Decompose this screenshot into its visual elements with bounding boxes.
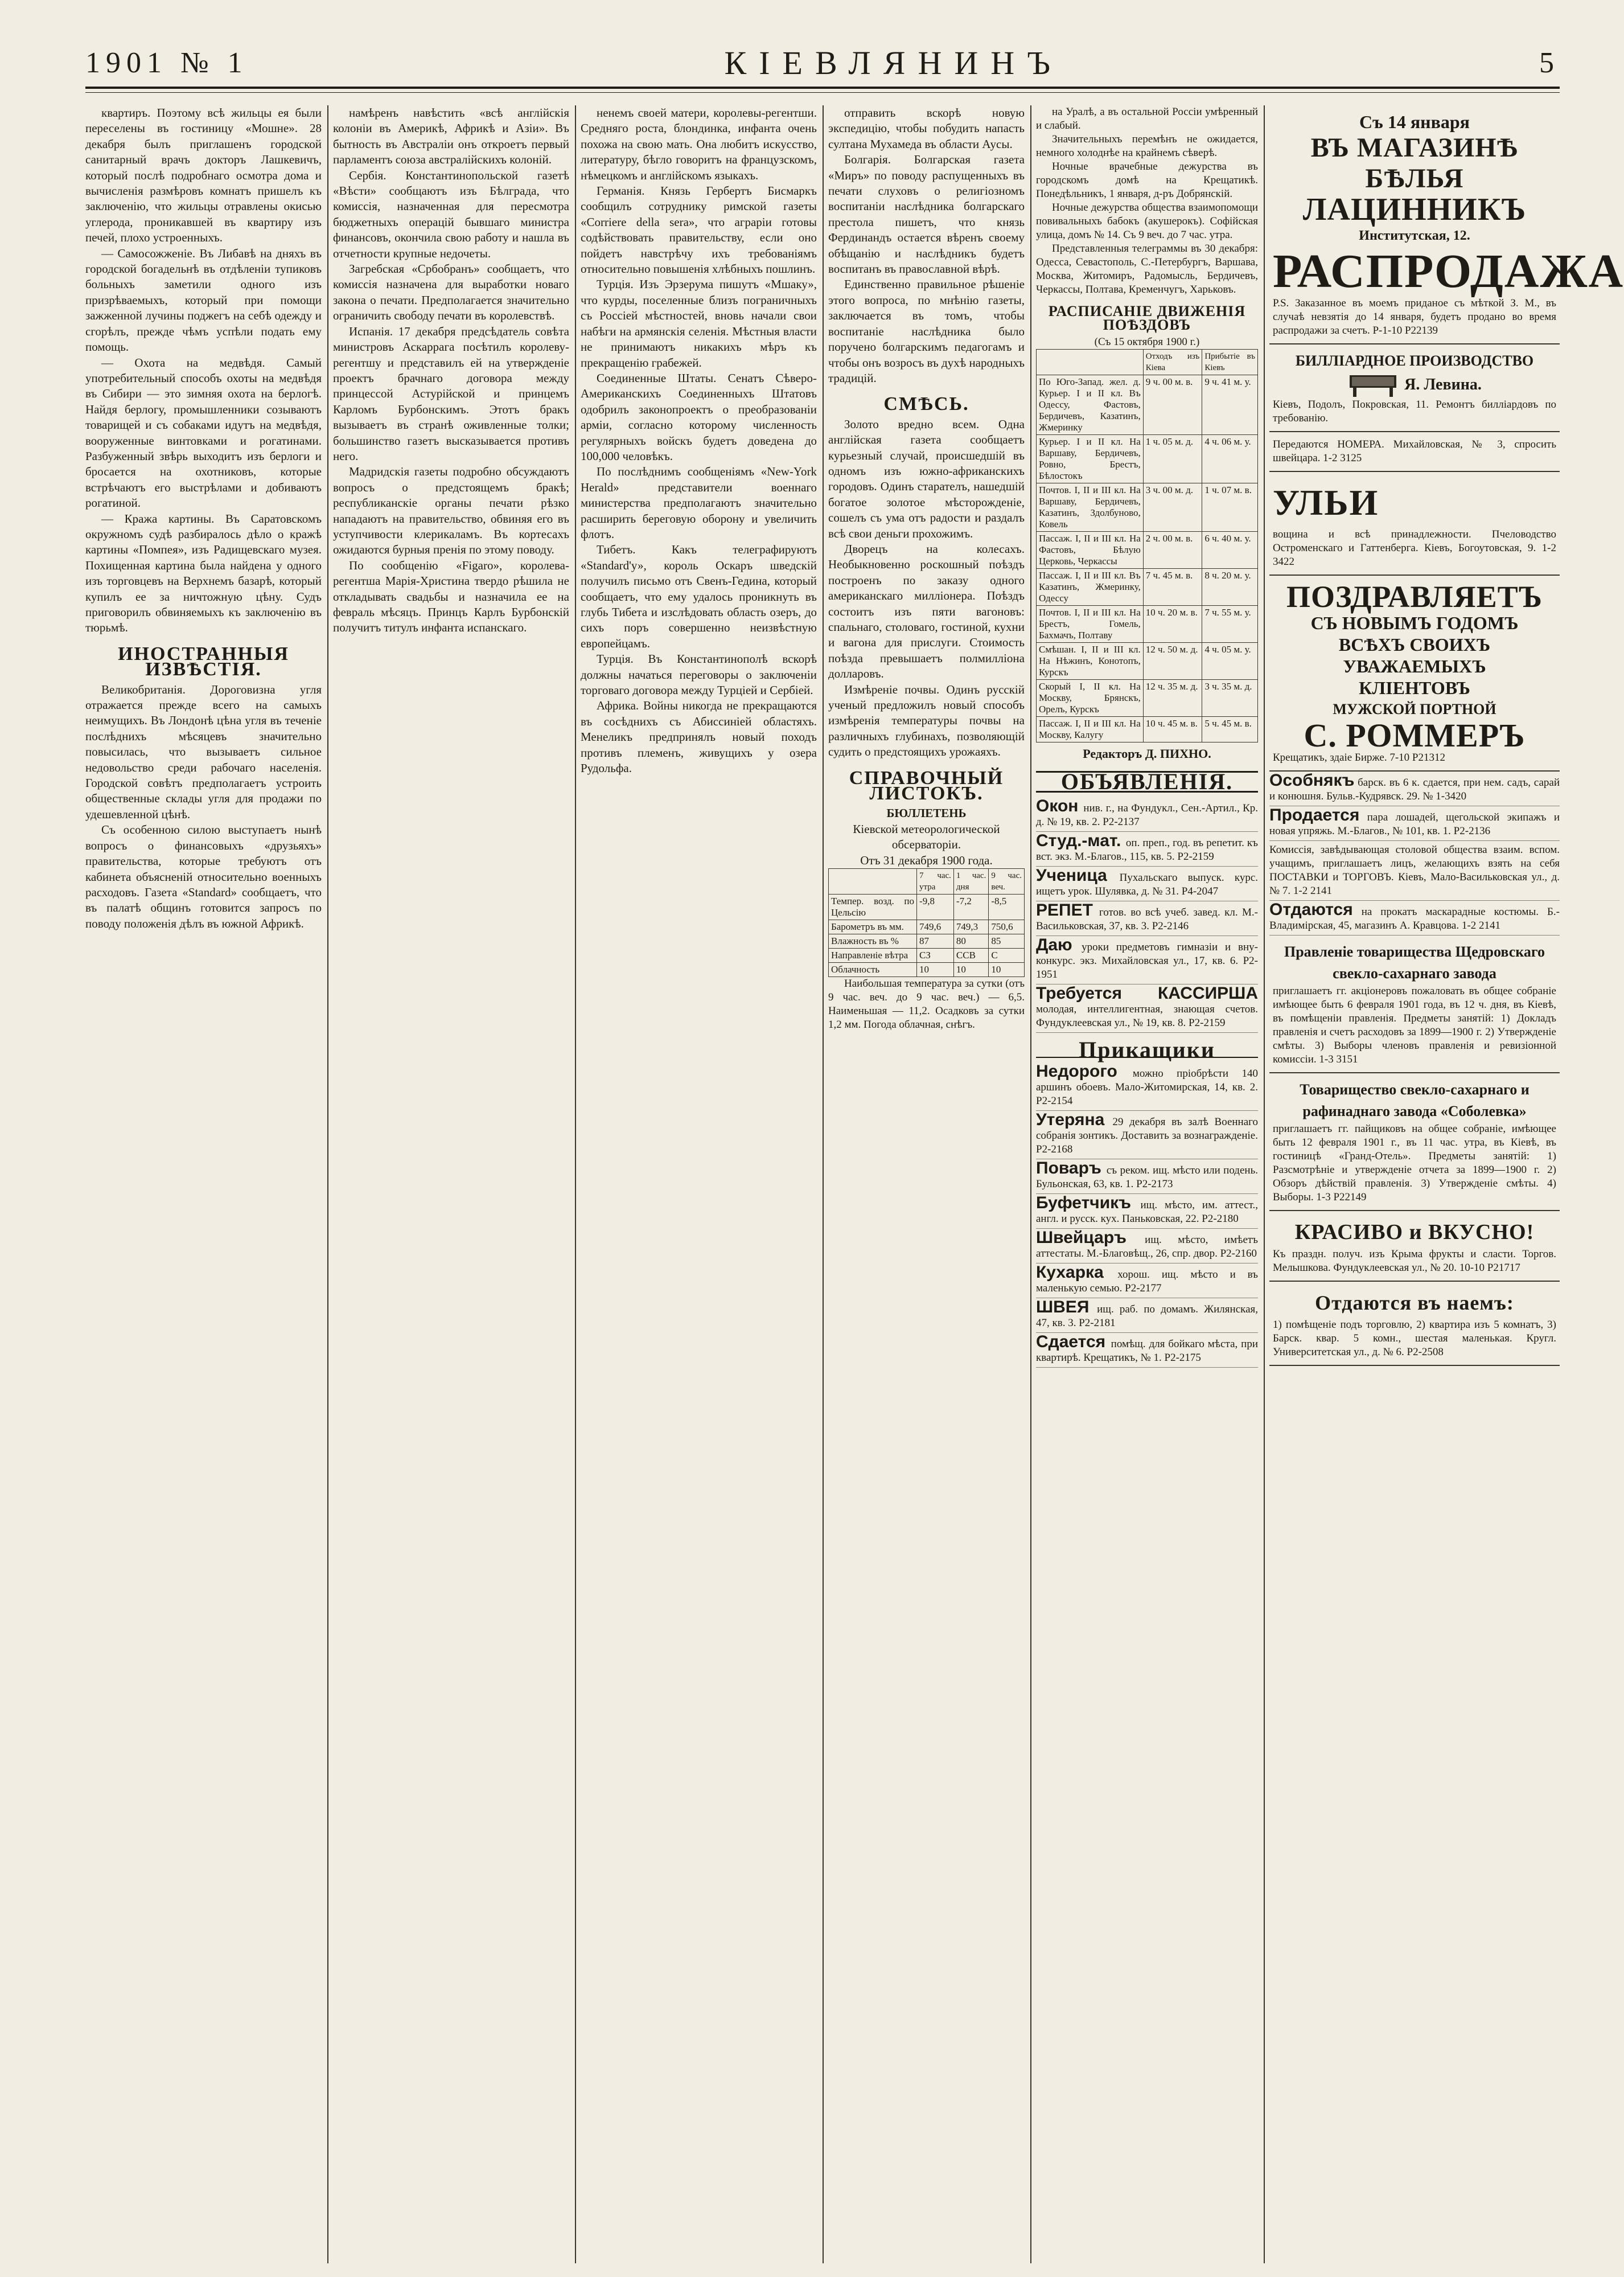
ad-title: ПОЗДРАВЛЯЕТЪ <box>1286 580 1543 614</box>
ad-text: Передаются НОМЕРА. Михайловская, № 3, спросить швейцара. 1-2 3125 <box>1273 438 1556 464</box>
classified-ad-text: молодая, интеллигентная, знающая счетов. Фундуклеевская ул., № 19, кв. 8. Р2-2159 <box>1036 1003 1258 1029</box>
clerks-heading: Прикащики <box>1036 1043 1258 1058</box>
schedule-time: 8 ч. 20 м. у. <box>1202 569 1258 606</box>
article-text: Африка. Войны никогда не прекращаются въ сосѣднихъ съ Абиссиніей областяхъ. Менеликъ предпринялъ новый походъ противъ племенъ, живущихъ у озера Рудольфа. <box>581 699 817 776</box>
column-divider <box>1030 105 1031 2263</box>
schedule-time: 7 ч. 45 м. в. <box>1143 569 1202 606</box>
ad-store-name: ЛАЦИННИКЪ <box>1302 192 1527 227</box>
classified-ad-text: 29 декабря въ залѣ Военнаго собранія зонтикъ. Доставить за вознагражденіе. Р2-2168 <box>1036 1116 1258 1155</box>
classified-ad <box>1036 1062 1258 1111</box>
weather-row <box>829 895 1025 920</box>
newspaper-title: КІЕВЛЯНИНЪ <box>724 44 1063 81</box>
weather-cell: СЗ <box>917 949 954 963</box>
classified-ads <box>1036 797 1258 1033</box>
weather-row <box>829 920 1025 934</box>
bulletin-date: Отъ 31 декабря 1900 года. <box>860 853 993 867</box>
article-text: Испанія. 17 декабря предсѣдатель совѣта министровъ Аскаррага посѣтилъ королеву-регентшу и представилъ ей на утвержденіе проектъ брачнаго договора между принцессой Астурійской и принцемъ Карломъ Бурбонскимъ. Этотъ бракъ вызываетъ въ странѣ оживленные толки; большинство газетъ высказывается противъ него. <box>333 324 569 463</box>
schedule-time: 12 ч. 35 м. д. <box>1143 680 1202 717</box>
classified-ad <box>1036 1263 1258 1298</box>
article-text: Представленныя телеграммы въ 30 декабря: Одесса, Севастополь, С.-Петербургъ, Варшава, Москва, Житомиръ, Радомысль, Бердичевъ, Черкассы, Полтава, Кременчугъ, Харьковъ. <box>1036 243 1258 296</box>
column-divider <box>823 105 824 2263</box>
column-divider <box>327 105 328 2263</box>
classified-ad-heading: Кухарка <box>1036 1263 1118 1282</box>
masthead <box>85 40 1560 85</box>
weather-cell: 80 <box>953 934 988 949</box>
classified-ad-heading: ШВЕЯ <box>1036 1298 1097 1316</box>
weather-cell: Барометръ въ мм. <box>829 920 917 934</box>
classified-ad <box>1036 1111 1258 1159</box>
schedule-row <box>1037 375 1258 435</box>
ad-title: КРАСИВО и ВКУСНО! <box>1294 1220 1535 1244</box>
schedule-route: Почтов. I, II и III кл. На Варшаву, Бердичевъ, Казатинъ, Здолбуново, Ковель <box>1037 483 1144 532</box>
weather-cell: Направленіе вѣтра <box>829 949 917 963</box>
ad-title: УЛЬИ <box>1273 482 1379 523</box>
article-text: Турція. Въ Константинополѣ вскорѣ должны начаться переговоры о заключеніи торговаго договора между Турціей и Сербіей. <box>581 652 817 698</box>
classified-ad <box>1036 936 1258 984</box>
schedule-row <box>1037 643 1258 680</box>
article-text: ненемъ своей матери, королевы-регентши. Средняго роста, блондинка, инфанта очень похожа на свою мать. Она любитъ искусство, литературу, бѣгло говоритъ на французскомъ, нѣмецкомъ и англійскомъ языкахъ. <box>581 106 817 182</box>
classified-ad <box>1036 1229 1258 1263</box>
weather-table-header <box>829 869 1025 895</box>
schedule-header-cell <box>1037 350 1144 375</box>
weather-row <box>829 949 1025 963</box>
ad-tailor-name: С. РОММЕРЪ <box>1304 717 1526 754</box>
schedule-time: 4 ч. 05 м. у. <box>1202 643 1258 680</box>
schedule-time: 1 ч. 07 м. в. <box>1202 483 1258 532</box>
ad-date: Съ 14 января <box>1359 112 1470 132</box>
classified-ad-text: помѣщ. для бойкаго мѣста, при квартирѣ. Крещатикъ, № 1. Р2-2175 <box>1036 1338 1258 1364</box>
schedule-row <box>1037 483 1258 532</box>
classified-ad <box>1036 1298 1258 1333</box>
ad-text: приглашаетъ гг. акціонеровъ пожаловать въ общее собраніе имѣющее быть 6 февраля 1901 года, въ 12 ч. дня, въ Кіевѣ, въ помѣщеніи правленія. Предметы занятій: 1) Докладъ правленія и счетъ расходовъ за 1899—1900 г. 2) Утвержденіе смѣты. 3) Выборы членовъ правленія и ревизіонной комиссіи. 1-3 3151 <box>1273 985 1556 1065</box>
schedule-time: 10 ч. 45 м. в. <box>1143 717 1202 742</box>
weather-cell: 87 <box>917 934 954 949</box>
ad-supplies <box>1269 841 1560 901</box>
article-text: Ночные врачебные дежурства въ городскомъ домѣ на Крещатикѣ. Понедѣльникъ, 1 января, д-ръ Добрянскій. <box>1036 161 1258 200</box>
ad-text: 1) помѣщеніе подъ торговлю, 2) квартира изъ 5 комнатъ, 3) Барск. квар. 5 комн., шестая маленькая. Кругл. Университетская ул., д. № 6. Р2-2508 <box>1273 1319 1556 1358</box>
schedule-route: Пассаж. I, II и III кл. На Москву, Калугу <box>1037 717 1144 742</box>
ad-title: БИЛЛІАРДНОЕ ПРОИЗВОДСТВО <box>1295 352 1534 369</box>
article-text: Значительныхъ перемѣнъ не ожидается, немного холоднѣе на крайнемъ сѣверѣ. <box>1036 133 1258 159</box>
ad-address: Крещатикъ, здаіе Бирже. 7-10 Р21312 <box>1273 752 1445 764</box>
classified-ad <box>1036 867 1258 901</box>
ad-beehives <box>1269 472 1560 576</box>
ad-text: приглашаетъ гг. пайщиковъ на общее собраніе, имѣющее быть 12 февраля 1901 г., въ 11 час. утра, въ Кіевѣ, въ гостиницѣ «Гранд-Отель». Предметы занятій: 1) Разсмотрѣніе и утвержденіе отчета за 1899—1900 г. 2) Обзоръ дѣйствій правленія. 3) Утвержденіе смѣты. 4) Выборы. 1-3 Р22149 <box>1273 1123 1556 1203</box>
schedule-route: Курьер. I и II кл. На Варшаву, Бердичевъ, Ровно, Брестъ, Бѣлостокъ <box>1037 435 1144 483</box>
article-text: Болгарія. Болгарская газета «Миръ» по поводу распущенныхъ въ печати слуховъ о религіозномъ воспитаніи наслѣдника болгарскаго престола пишетъ, что князь Фердинандъ остается вѣренъ своему обѣщанію и наслѣдникъ будетъ воспитанъ въ православной вѣрѣ. <box>828 153 1025 276</box>
classified-ad-heading: РЕПЕТ <box>1036 901 1099 920</box>
classified-ad-heading: Утеряна <box>1036 1110 1113 1129</box>
classified-ad <box>1036 984 1258 1033</box>
classified-ad-text: хорош. ищ. мѣсто и въ маленькую семью. Р2-2177 <box>1036 1269 1258 1294</box>
header-rule-thin <box>85 92 1560 93</box>
article-text: квартиръ. Поэтому всѣ жильцы ея были переселены въ гостиницу «Мошне». 28 декабря былъ приглашенъ городской санитарный врачъ докторъ Лашкевичъ, который послѣ подробнаго осмотра дома и вычисленія размѣровъ комнатъ пришелъ къ заключенію, что жильцы отравлены окисью углерода, проникавшей въ квартиру изъ печей, плохо устроенныхъ. <box>85 106 322 245</box>
article-text: Золото вредно всем. Одна англійская газета сообщаетъ курьезный случай, происшедшій въ одномъ изъ южно-африканскихъ городовъ. Одинъ старателъ, нашедшій богатое золотое мѣсторожденіе, сошелъ съ ума отъ радости и раздалъ всѣ свои деньги прохожимъ. <box>828 417 1025 540</box>
schedule-route: По Юго-Запад. жел. д. Курьер. I и II кл. Въ Одессу, Фастовъ, Бердичевъ, Казатинъ, Жмеринку <box>1037 375 1144 435</box>
classified-ad-text: ищ. мѣсто, имѣетъ аттестаты. М.-Благовѣщ., 26, спр. двор. Р2-2160 <box>1036 1234 1259 1259</box>
ads-heading: ОБЪЯВЛЕНІЯ. <box>1036 771 1258 793</box>
schedule-time: 12 ч. 50 м. д. <box>1143 643 1202 680</box>
weather-cell: ССВ <box>953 949 988 963</box>
ad-text: Кіевъ, Подолъ, Покровская, 11. Ремонтъ билліардовъ по требованію. <box>1273 399 1556 424</box>
article-text: По сообщенію «Figaro», королева-регентша Марія-Христина твердо рѣшила не откладывать свадьбы и назначила ее на февраль мѣсяцъ. Принцъ Карлъ Бурбонскій получитъ титулъ инфанта испанскаго. <box>333 558 569 635</box>
schedule-time: 7 ч. 55 м. у. <box>1202 606 1258 643</box>
article-text: — Кража картины. Въ Саратовскомъ окружномъ судѣ разбиралось дѣло о кражѣ картины «Помпея», изъ Радищевскаго музея. Похищенная картина была найдена у одного изъ торговцевъ на Верхнемъ базарѣ, который купилъ ее за ничтожную цѣну. Судъ приговорилъ обвиняемыхъ къ заключенію въ тюрьмѣ. <box>85 511 322 635</box>
article-text: Великобританія. Дороговизна угля отражается прежде всего на самыхъ неимущихъ. Въ Лондонѣ цѣна угля въ теченіе послѣднихъ мѣсяцевъ значительно повысилась, что вызываетъ сильное недовольство среди рабочаго населенія. Городской совѣтъ предполагаетъ устроить общественные склады угля для продажи по удешевленной цѣнѣ. <box>85 682 322 821</box>
column-4 <box>828 105 1025 2263</box>
classified-ad-text: готов. во всѣ учеб. завед. кл. М.-Васильковская, 37, кв. 3. Р2-2146 <box>1036 906 1258 932</box>
classified-ad-heading: Окон <box>1036 797 1084 815</box>
article-text: Загребская «Србобранъ» сообщаетъ, что комиссія назначена для выработки новаго закона о печати. Предполагается значительно ограничить свободу печати въ королевствѣ. <box>333 262 569 323</box>
schedule-row <box>1037 680 1258 717</box>
schedule-route: Скорый I, II кл. На Москву, Брянскъ, Орелъ, Курскъ <box>1037 680 1144 717</box>
classified-ad-heading: Буфетчикъ <box>1036 1193 1141 1212</box>
ad-text: Комиссія, завѣдывающая столовой общества взаим. вспом. учащимъ, приглашаетъ лицъ, желающихъ взять на себя ПОСТАВКИ и ТОРГОВЪ. Кіевъ, Мало-Васильковская ул., д. № 7. 1-2 2141 <box>1269 844 1560 897</box>
schedule-time: 4 ч. 06 м. у. <box>1202 435 1258 483</box>
article-text: Наибольшая температура за сутки (отъ 9 час. веч. до 9 час. веч.) — 6,5. Наименьшая — 11,2. Осадковъ за сутки 1,2 мм. Погода облачная, снѣгъ. <box>828 978 1025 1031</box>
weather-cell: 749,6 <box>917 920 954 934</box>
billiard-table-icon <box>1347 372 1399 398</box>
schedule-time: 10 ч. 20 м. в. <box>1143 606 1202 643</box>
schedule-time: 9 ч. 41 м. у. <box>1202 375 1258 435</box>
schedule-route: Смѣшан. I, II и III кл. На Нѣжинъ, Конотопъ, Курскъ <box>1037 643 1144 680</box>
weather-cell: Темпер. возд. по Цельсію <box>829 895 917 920</box>
classified-ads-2 <box>1036 1062 1258 1368</box>
ad-linen-store <box>1269 105 1624 344</box>
classified-ad <box>1036 1159 1258 1194</box>
weather-cell: 10 <box>953 963 988 977</box>
train-schedule-table <box>1036 349 1258 742</box>
ad-store-line: ВЪ МАГАЗИНѢ БѢЛЬЯ <box>1310 133 1519 194</box>
classified-ad-text: нив. г., на Фундукл., Сен.-Артил., Кр. д. № 19, кв. 2. Р2-2137 <box>1036 802 1259 828</box>
column-3 <box>581 105 817 2263</box>
ad-horses <box>1269 806 1560 841</box>
ad-text: барск. въ 6 к. сдается, при нем. садъ, сарай и конюшня. Бульв.-Кудрявск. 29. № 1-3420 <box>1269 777 1560 802</box>
schedule-route: Почтов. I, II и III кл. На Брестъ, Гомель, Бахмачъ, Полтаву <box>1037 606 1144 643</box>
ad-line: ВСѢХЪ СВОИХЪ УВАЖАЕМЫХЪ <box>1338 634 1491 676</box>
ad-title: Правленіе товарищества Щедровскаго свекло-сахарнаго завода <box>1284 943 1545 982</box>
weather-cell: -8,5 <box>989 895 1025 920</box>
weather-cell: 10 <box>989 963 1025 977</box>
article-text: Турція. Изъ Эрзерума пишутъ «Мшаку», что курды, поселенные близъ пограничныхъ съ Россіей мѣстностей, вновь начали свои набѣги на армянскія селенія. Мѣстныя власти не принимаютъ никакихъ мѣръ къ прекращенію грабежей. <box>581 277 817 370</box>
schedule-route: Пассаж. I, II и III кл. Въ Казатинъ, Жмеринку, Одессу <box>1037 569 1144 606</box>
ad-address: Институтская, 12. <box>1359 228 1470 243</box>
weather-cell: -7,2 <box>953 895 988 920</box>
article-text: Единственно правильное рѣшеніе этого вопроса, по мнѣнію газеты, заключается въ томъ, чтобы воспитаніе наслѣдника было поручено болгарскимъ педагогамъ и чтобы онъ возросъ въ духѣ народныхъ традицій. <box>828 277 1025 385</box>
classified-ad-heading: Поваръ <box>1036 1159 1107 1178</box>
weather-cell: С <box>989 949 1025 963</box>
article-text: Измѣреніе почвы. Одинъ русскій ученый предложилъ новый способъ измѣренія температуры почвы на различныхъ глубинахъ, позволяющій судить о предстоящихъ урожаяхъ. <box>828 682 1025 759</box>
schedule-row <box>1037 606 1258 643</box>
column-6-ads <box>1269 105 1624 2263</box>
header-rule-thick <box>85 87 1560 89</box>
article-text: Германія. Князь Гербертъ Бисмаркъ сообщилъ сотруднику римской газеты «Corriere della sera», что аграріи готовы содѣйствовать правительству, если оно пойдетъ навстрѣчу ихъ требованіямъ относительно повышенія хлѣбныхъ пошлинъ. <box>581 184 817 276</box>
classified-ad <box>1036 1194 1258 1229</box>
ad-text: Р.S. Заказанное въ моемъ приданое съ мѣткой З. М., въ случаѣ невзятія до 14 января, будетъ продано во время распродажи за счетъ. Р-1-10 Р22139 <box>1273 297 1556 337</box>
article-text: Съ особенною силою выступаетъ нынѣ вопросъ о финансовыхъ «друзьяхъ» правительства, которые требуютъ отъ кабинета объясненій относительно военныхъ расходовъ. Газета «Standard» сообщаетъ, что въ палатѣ общинъ готовится запросъ по поводу положенія дѣлъ въ южной Африкѣ. <box>85 823 322 930</box>
ad-text: пара лошадей, щегольской экипажъ и новая упряжь. М.-Благов., № 101, кв. 1. Р2-2136 <box>1269 811 1560 837</box>
ad-text: на прокатъ маскарадные костюмы. Б.-Владимірская, 45, магазинъ А. Кравцова. 1-2 2141 <box>1269 906 1560 932</box>
article-text: Соединенные Штаты. Сенатъ Сѣверо-Американскихъ Соединенныхъ Штатовъ одобрилъ законопроектъ о преобразованіи арміи, согласно которому численность регулярныхъ войскъ будетъ доведена до 100,000 человѣкъ. <box>581 371 817 463</box>
weather-header-cell: 9 час. веч. <box>989 869 1025 895</box>
ad-fruits <box>1269 1211 1560 1282</box>
article-text: намѣренъ навѣстить «всѣ англійскія колоніи въ Америкѣ, Африкѣ и Азіи». Въ бытность въ Австраліи онъ откроетъ первый парламентъ союза австралійскихъ колоній. <box>333 106 569 167</box>
classified-ad <box>1036 832 1258 867</box>
schedule-time: 6 ч. 40 м. у. <box>1202 532 1258 569</box>
weather-row <box>829 963 1025 977</box>
article-text: Тибетъ. Какъ телеграфируютъ «Standard'у», король Оскаръ шведскій получилъ письмо отъ Свенъ-Гедина, который сообщаетъ, что ему удалось проникнуть въ глубь Тибета и изслѣдовать область озеръ, до сихъ поръ совершенно неизвѣстную европейцамъ. <box>581 543 817 650</box>
schedule-time: 5 ч. 45 м. в. <box>1202 717 1258 742</box>
classified-ad-text: ищ. мѣсто, им. аттест., англ. и русск. кух. Паньковская, 22. Р2-2180 <box>1036 1199 1259 1225</box>
weather-cell: 10 <box>917 963 954 977</box>
column-divider <box>575 105 576 2263</box>
schedule-time: 1 ч. 05 м. д. <box>1143 435 1202 483</box>
schedule-row <box>1037 532 1258 569</box>
ad-costumes <box>1269 901 1560 936</box>
weather-cell: Влажность въ % <box>829 934 917 949</box>
column-divider <box>1264 105 1265 2263</box>
ad-heading: Особнякъ <box>1269 771 1355 790</box>
ad-rent <box>1269 1282 1560 1366</box>
schedule-time: 3 ч. 35 м. д. <box>1202 680 1258 717</box>
weather-header-cell: 7 час. утра <box>917 869 954 895</box>
section-heading-miscellany: СМѢСЬ. <box>883 393 969 415</box>
column-5 <box>1036 105 1258 2263</box>
classified-ad <box>1036 1333 1258 1368</box>
classified-ad-heading: Недорого <box>1036 1062 1133 1081</box>
schedule-header-cell: Отходъ изъ Кіева <box>1143 350 1202 375</box>
ad-tailor-greeting <box>1269 576 1560 772</box>
weather-header-cell: 1 час. дня <box>953 869 988 895</box>
column-1 <box>85 105 322 2263</box>
classified-ad-heading: Швейцаръ <box>1036 1228 1145 1247</box>
weather-cell: 85 <box>989 934 1025 949</box>
ad-line: МУЖСКОЙ ПОРТНОЙ <box>1333 701 1496 717</box>
ad-heading: Продается <box>1269 806 1360 824</box>
ad-sugar-plant-1 <box>1269 936 1560 1073</box>
weather-cell: Облачность <box>829 963 917 977</box>
article-text: Ночные дежурства общества взаимопомощи повивальныхъ бабокъ (акушерокъ). Софійская улица, домъ № 14. Съ 9 веч. до 7 час. утра. <box>1036 202 1258 241</box>
page-number: 5 <box>1539 46 1560 79</box>
schedule-subtitle: (Съ 15 октября 1900 г.) <box>1094 336 1200 348</box>
classified-ad-text: Пухальскаго выпуск. курс. ищетъ урок. Шулявка, д. № 31. Р4-2047 <box>1036 872 1259 897</box>
classified-ad <box>1036 901 1258 936</box>
schedule-row <box>1037 435 1258 483</box>
ad-heading: Отдаются <box>1269 900 1353 919</box>
ad-text: вощина и всѣ принадлежности. Пчеловодство Остроменскаго и Гаттенберга. Кіевъ, Богоутовская, 9. 1-2 3422 <box>1273 528 1556 568</box>
classified-ad-text: можно пріобрѣсти 140 аршинъ обоевъ. Мало-Житомирская, 14, кв. 2. Р2-2154 <box>1036 1068 1258 1107</box>
schedule-row <box>1037 717 1258 742</box>
article-text: Дворецъ на колесахъ. Необыкновенно роскошный поѣздъ построенъ по заказу одного американскаго милліонера. Поѣздъ состоитъ изъ пяти вагоновъ: спальнаго, столоваго, гостиной, кухни и вагона для прислуги. Стоимость поѣзда превышаетъ полмилліона долларовъ. <box>828 541 1025 681</box>
schedule-time: 2 ч. 00 м. в. <box>1143 532 1202 569</box>
article-text: — Самосожженіе. Въ Либавѣ на дняхъ въ городской богадельнѣ въ отдѣленіи тупиковъ больныхъ заметили одного изъ призрѣваемыхъ, который при помощи зажженной лучины поджегъ на себѣ одежду и сгорѣлъ, прежде чѣмъ успѣли подать ему помощь. <box>85 246 322 354</box>
ad-sale-title: РАСПРОДАЖА <box>1273 245 1624 298</box>
article-text: отправить вскорѣ новую экспедицію, чтобы побудить напасть султана Мухамеда въ области Аусы. <box>828 106 1025 151</box>
classified-ad-heading: Сдается <box>1036 1332 1111 1351</box>
bulletin-title: БЮЛЛЕТЕНЬ <box>886 806 967 820</box>
weather-cell: 750,6 <box>989 920 1025 934</box>
schedule-row <box>1037 569 1258 606</box>
section-heading-reference: СПРАВОЧНЫЙ ЛИСТОКЪ. <box>849 767 1004 805</box>
classified-ad <box>1036 797 1258 832</box>
classified-ad-text: уроки предметовъ гимназіи и вну-конкурс. экз. Михайловская ул., 17, кв. 6. Р2-1951 <box>1036 941 1258 980</box>
issue-date: 1901 № 1 <box>85 46 248 79</box>
weather-table <box>828 868 1025 977</box>
schedule-time: 9 ч. 00 м. в. <box>1143 375 1202 435</box>
article-text: Мадридскія газеты подробно обсуждаютъ вопросъ о предстоящемъ бракѣ; республиканскіе органы печати рѣзко нападаютъ на правительство, обвиняя его въ уступчивости клерикаламъ. Въ кортесахъ ожидаются бурныя пренія по этому поводу. <box>333 465 569 557</box>
ad-title: Отдаются въ наемъ: <box>1315 1291 1514 1314</box>
bulletin-subtitle: Кіевской метеорологической обсерваторіи. <box>853 822 1000 852</box>
classified-ad-text: ищ. раб. по домамъ. Жилянская, 47, кв. 3. Р2-2181 <box>1036 1303 1258 1329</box>
classified-ad-heading: Требуется КАССИРША <box>1036 984 1258 1003</box>
weather-header-cell <box>829 869 917 895</box>
article-text: — Охота на медвѣдя. Самый употребительный способъ охоты на медвѣдя въ Сибири — это зимняя охота на берлогѣ. Найдя берлогу, промышленники созываютъ товарищей и съ собаками идутъ на медвѣдя, вооруженные винтовками и рогатинами. Разбуженный звѣрь выходитъ изъ берлоги и бросается на охотниковъ, которые встрѣчаютъ его выстрѣлами и добиваютъ рогатиной. <box>85 355 322 510</box>
article-text: Сербія. Константинопольской газетѣ «Вѣсти» сообщаютъ изъ Бѣлграда, что комиссія, назначенная для пересмотра бюджетныхъ операцій бывшаго министра финансовъ, окончила свою работу и нашла въ отчетности крупные недочеты. <box>333 168 569 260</box>
ad-line: КЛІЕНТОВЪ <box>1359 678 1470 698</box>
classified-ad-text: съ реком. ищ. мѣсто или подень. Бульонская, 63, кв. 1. Р2-2173 <box>1036 1164 1258 1190</box>
classified-ad-heading: Ученица <box>1036 866 1120 885</box>
article-text: на Уралѣ, а въ остальной Россіи умѣренный и слабый. <box>1036 106 1258 132</box>
weather-cell: -9,8 <box>917 895 954 920</box>
schedule-route: Пассаж. I, II и III кл. На Фастовъ, Бѣлую Церковь, Черкассы <box>1037 532 1144 569</box>
schedule-header <box>1037 350 1258 375</box>
column-2 <box>333 105 569 2263</box>
weather-row <box>829 934 1025 949</box>
classified-ad-heading: Даю <box>1036 936 1082 954</box>
schedule-time: 3 ч. 00 м. д. <box>1143 483 1202 532</box>
editor-signature: Редакторъ Д. ПИХНО. <box>1083 746 1211 761</box>
schedule-title: РАСПИСАНІЕ ДВИЖЕНІЯ ПОѢЗДОВЪ <box>1048 303 1246 333</box>
classified-ad-text: оп. преп., год. въ репетит. къ вст. экз. М.-Благов., 115, кв. 5. Р2-2159 <box>1036 837 1258 863</box>
ad-maker-name: Я. Левина. <box>1404 376 1482 393</box>
schedule-header-cell: Прибытіе въ Кіевъ <box>1202 350 1258 375</box>
classified-ad-heading: Студ.-мат. <box>1036 831 1126 850</box>
ad-text: Къ праздн. получ. изъ Крыма фрукты и сласти. Торгов. Мелышкова. Фундуклеевская ул., № 20. 10-10 Р21717 <box>1273 1248 1556 1274</box>
ad-sugar-plant-2 <box>1269 1073 1560 1211</box>
ad-mansion <box>1269 772 1560 806</box>
article-text: По послѣднимъ сообщеніямъ «New-York Herald» представители военнаго министерства предполагаютъ значительно расширить береговую оборону и увеличить флотъ. <box>581 465 817 541</box>
section-heading-foreign: ИНОСТРАННЫЯ ИЗВѢСТІЯ. <box>118 643 289 680</box>
ad-line: СЪ НОВЫМЪ ГОДОМЪ <box>1310 613 1519 633</box>
weather-cell: 749,3 <box>953 920 988 934</box>
ad-title: Товарищество свекло-сахарнаго и рафинаднаго завода «Соболевка» <box>1300 1081 1530 1119</box>
ad-rooms <box>1269 432 1560 472</box>
ad-billiards <box>1269 344 1560 432</box>
